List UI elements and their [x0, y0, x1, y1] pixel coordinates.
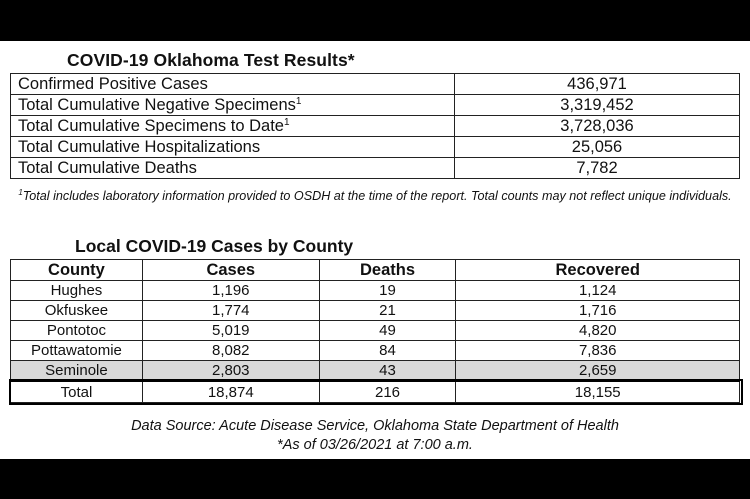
footnote-ref: 1 — [295, 96, 302, 107]
cell-recovered: 1,124 — [456, 281, 740, 301]
row-value: 436,971 — [455, 74, 740, 95]
cell-total-recovered: 18,155 — [456, 381, 740, 403]
county-table-title: Local COVID-19 Cases by County — [75, 236, 354, 256]
table-row — [11, 74, 740, 95]
as-of-line: *As of 03/26/2021 at 7:00 a.m. — [277, 437, 473, 453]
row-label: Total Cumulative Negative Specimens$^1$ — [11, 95, 455, 116]
header-deaths: Deaths — [319, 260, 456, 281]
cell-recovered: 7,836 — [456, 341, 740, 361]
row-value: 25,056 — [455, 137, 740, 158]
data-source-line: Data Source: Acute Disease Service, Oklahoma State Department of Health — [131, 418, 619, 434]
row-label: Total Cumulative Deaths — [11, 158, 455, 179]
table-row — [11, 281, 740, 301]
table-row — [11, 321, 740, 341]
cell-deaths: 19 — [319, 281, 456, 301]
test-results-title: COVID-19 Oklahoma Test Results* — [67, 50, 355, 70]
cell-county: Hughes — [11, 281, 143, 301]
cell-county: Pontotoc — [11, 321, 143, 341]
row-label: Confirmed Positive Cases — [11, 74, 455, 95]
header-county: County — [11, 260, 143, 281]
row-label: Total Cumulative Specimens to Date$^1$ — [11, 116, 455, 137]
cell-deaths: 21 — [319, 301, 456, 321]
total-row — [11, 381, 740, 403]
table-row — [11, 158, 740, 179]
cell-recovered: 4,820 — [456, 321, 740, 341]
table-header-row — [11, 260, 740, 281]
table-row — [11, 137, 740, 158]
table-row-highlighted — [11, 361, 740, 382]
cell-total-cases: 18,874 — [142, 381, 319, 403]
cell-county: Seminole — [11, 361, 143, 382]
cell-cases: 5,019 — [142, 321, 319, 341]
footnote: $^1$Total includes laboratory information provided to OSDH at the time of the report. Total counts may not reflect unique individuals. — [18, 188, 732, 203]
cell-deaths: 49 — [319, 321, 456, 341]
cell-deaths: 84 — [319, 341, 456, 361]
county-table — [10, 259, 740, 403]
row-value: 3,728,036 — [455, 116, 740, 137]
cell-deaths: 43 — [319, 361, 456, 382]
data-source-note — [0, 417, 750, 455]
cell-cases: 1,196 — [142, 281, 319, 301]
cell-cases: 1,774 — [142, 301, 319, 321]
table-row — [11, 341, 740, 361]
cell-recovered: 1,716 — [456, 301, 740, 321]
header-recovered: Recovered — [456, 260, 740, 281]
row-value: 7,782 — [455, 158, 740, 179]
table-row — [11, 116, 740, 137]
cell-county: Okfuskee — [11, 301, 143, 321]
header-cases: Cases — [142, 260, 319, 281]
table-row — [11, 95, 740, 116]
test-results-table — [10, 73, 740, 179]
cell-county: Pottawatomie — [11, 341, 143, 361]
row-label: Total Cumulative Hospitalizations — [11, 137, 455, 158]
row-value: 3,319,452 — [455, 95, 740, 116]
report-sheet — [0, 41, 750, 459]
table-row — [11, 301, 740, 321]
cell-total-label: Total — [11, 381, 143, 403]
cell-recovered: 2,659 — [456, 361, 740, 382]
footnote-ref: 1 — [283, 117, 290, 128]
cell-cases: 2,803 — [142, 361, 319, 382]
cell-total-deaths: 216 — [319, 381, 456, 403]
cell-cases: 8,082 — [142, 341, 319, 361]
footnote-mark: 1 — [18, 188, 23, 197]
